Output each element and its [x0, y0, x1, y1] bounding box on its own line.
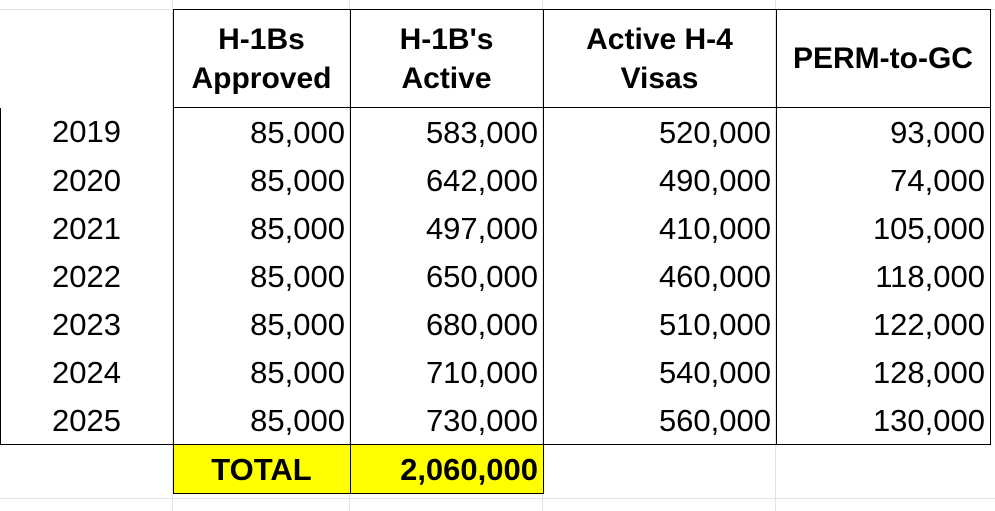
h4-cell[interactable]: 490,000	[544, 156, 777, 204]
visa-data-table	[0, 9, 991, 494]
table-row	[1, 348, 991, 396]
header-h1bs-active[interactable]: H-1B's Active	[351, 10, 544, 108]
active-cell[interactable]: 710,000	[351, 348, 544, 396]
header-row	[1, 10, 991, 108]
h4-cell[interactable]: 560,000	[544, 396, 777, 445]
h4-cell[interactable]: 540,000	[544, 348, 777, 396]
approved-cell[interactable]: 85,000	[174, 348, 351, 396]
total-label[interactable]: TOTAL	[174, 445, 351, 494]
perm-cell[interactable]: 74,000	[777, 156, 991, 204]
header-perm-to-gc[interactable]: PERM-to-GC	[777, 10, 991, 108]
year-cell[interactable]: 2025	[1, 396, 174, 445]
header-h1bs-approved[interactable]: H-1Bs Approved	[174, 10, 351, 108]
active-cell[interactable]: 583,000	[351, 108, 544, 157]
approved-cell[interactable]: 85,000	[174, 396, 351, 445]
empty-cell[interactable]	[777, 445, 991, 494]
table-row	[1, 108, 991, 157]
h4-cell[interactable]: 410,000	[544, 204, 777, 252]
year-cell[interactable]: 2023	[1, 300, 174, 348]
active-cell[interactable]: 650,000	[351, 252, 544, 300]
approved-cell[interactable]: 85,000	[174, 252, 351, 300]
empty-cell[interactable]	[544, 445, 777, 494]
active-cell[interactable]: 642,000	[351, 156, 544, 204]
perm-cell[interactable]: 130,000	[777, 396, 991, 445]
approved-cell[interactable]: 85,000	[174, 204, 351, 252]
approved-cell[interactable]: 85,000	[174, 156, 351, 204]
table-row	[1, 300, 991, 348]
table-row	[1, 156, 991, 204]
table-row	[1, 204, 991, 252]
table-row	[1, 252, 991, 300]
year-cell[interactable]: 2019	[1, 108, 174, 157]
year-cell[interactable]: 2020	[1, 156, 174, 204]
year-cell[interactable]: 2024	[1, 348, 174, 396]
perm-cell[interactable]: 93,000	[777, 108, 991, 157]
h4-cell[interactable]: 510,000	[544, 300, 777, 348]
perm-cell[interactable]: 118,000	[777, 252, 991, 300]
total-value[interactable]: 2,060,000	[351, 445, 544, 494]
active-cell[interactable]: 497,000	[351, 204, 544, 252]
h4-cell[interactable]: 520,000	[544, 108, 777, 157]
corner-cell[interactable]	[1, 10, 174, 108]
perm-cell[interactable]: 128,000	[777, 348, 991, 396]
h4-cell[interactable]: 460,000	[544, 252, 777, 300]
approved-cell[interactable]: 85,000	[174, 108, 351, 157]
total-row	[1, 445, 991, 494]
header-active-h4-visas[interactable]: Active H-4 Visas	[544, 10, 777, 108]
table-row	[1, 396, 991, 445]
perm-cell[interactable]: 105,000	[777, 204, 991, 252]
empty-cell[interactable]	[1, 445, 174, 494]
perm-cell[interactable]: 122,000	[777, 300, 991, 348]
active-cell[interactable]: 680,000	[351, 300, 544, 348]
year-cell[interactable]: 2021	[1, 204, 174, 252]
active-cell[interactable]: 730,000	[351, 396, 544, 445]
approved-cell[interactable]: 85,000	[174, 300, 351, 348]
gridline	[0, 498, 995, 499]
year-cell[interactable]: 2022	[1, 252, 174, 300]
